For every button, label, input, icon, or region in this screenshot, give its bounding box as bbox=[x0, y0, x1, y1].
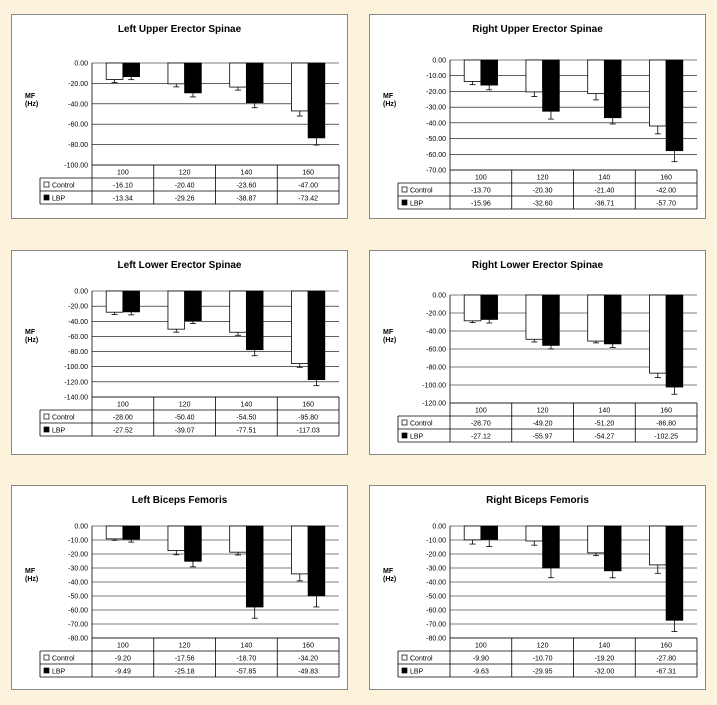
bar-lbp bbox=[308, 291, 325, 380]
y-tick-label: -60.00 bbox=[68, 607, 88, 615]
y-tick-label: -50.00 bbox=[426, 136, 446, 144]
y-axis-title: MF bbox=[383, 329, 394, 336]
y-tick-label: -120.00 bbox=[422, 400, 446, 408]
x-category-label: 120 bbox=[178, 401, 191, 409]
data-label: -9.20 bbox=[114, 655, 131, 663]
bar-lbp bbox=[185, 526, 202, 561]
y-tick-label: -30.00 bbox=[426, 104, 446, 112]
bar-control bbox=[230, 63, 247, 87]
bar-lbp bbox=[666, 526, 683, 620]
bar-control bbox=[588, 60, 605, 94]
data-label: -86.80 bbox=[656, 420, 677, 428]
bar-control bbox=[649, 60, 666, 126]
chart-panel-right-biceps-femoris bbox=[369, 485, 706, 690]
bar-lbp bbox=[604, 295, 621, 344]
y-axis-title: MF bbox=[25, 93, 36, 100]
bar-control bbox=[168, 291, 185, 329]
x-category-label: 140 bbox=[240, 642, 253, 650]
x-category-label: 160 bbox=[660, 174, 672, 182]
legend-swatch-control bbox=[402, 655, 407, 660]
bar-lbp bbox=[308, 63, 325, 138]
legend-label-control: Control bbox=[52, 414, 75, 422]
data-label: -29.26 bbox=[174, 195, 195, 203]
y-axis-unit: (Hz) bbox=[25, 576, 39, 583]
x-category-label: 100 bbox=[117, 169, 129, 177]
chart-svg bbox=[12, 15, 349, 220]
y-axis-title: MF bbox=[25, 329, 36, 336]
y-tick-label: -40.00 bbox=[426, 120, 446, 128]
y-tick-label: -40.00 bbox=[426, 328, 446, 336]
chart-panel-left-lower-erector-spinae bbox=[11, 250, 348, 455]
data-label: -15.96 bbox=[470, 200, 491, 208]
y-tick-label: -20.00 bbox=[426, 310, 446, 318]
bar-lbp bbox=[123, 526, 140, 539]
bar-lbp bbox=[185, 63, 202, 93]
legend-label-control: Control bbox=[52, 655, 75, 663]
y-axis-unit: (Hz) bbox=[383, 576, 397, 583]
bar-control bbox=[464, 295, 481, 321]
bar-lbp bbox=[666, 60, 683, 151]
x-category-label: 140 bbox=[598, 174, 611, 182]
data-label: -67.31 bbox=[656, 668, 677, 676]
data-label: -20.30 bbox=[532, 187, 553, 195]
y-axis-label bbox=[25, 93, 38, 109]
legend-label-lbp: LBP bbox=[52, 427, 66, 435]
x-category-label: 100 bbox=[117, 642, 129, 650]
data-label: -39.07 bbox=[174, 427, 195, 435]
bar-control bbox=[291, 526, 308, 574]
y-tick-label: -60.00 bbox=[426, 151, 446, 159]
bar-control bbox=[106, 63, 123, 79]
data-label: -42.00 bbox=[656, 187, 677, 195]
data-label: -32.60 bbox=[532, 200, 553, 208]
y-tick-label: -20.00 bbox=[68, 80, 88, 88]
data-label: -21.40 bbox=[594, 187, 615, 195]
y-axis-label bbox=[383, 329, 396, 345]
x-category-label: 160 bbox=[660, 407, 672, 415]
bar-control bbox=[168, 526, 185, 551]
legend-label-control: Control bbox=[410, 655, 433, 663]
y-tick-label: -80.00 bbox=[68, 349, 88, 357]
legend-swatch-lbp bbox=[402, 200, 407, 205]
x-category-label: 100 bbox=[475, 174, 487, 182]
data-label: -102.25 bbox=[654, 433, 678, 441]
y-tick-label: -120.00 bbox=[64, 379, 88, 387]
bar-lbp bbox=[123, 291, 140, 312]
bar-control bbox=[588, 295, 605, 341]
y-tick-label: -20.00 bbox=[68, 551, 88, 559]
data-label: -49.83 bbox=[298, 668, 319, 676]
bar-control bbox=[106, 291, 123, 312]
chart-panel-left-biceps-femoris bbox=[11, 485, 348, 690]
data-label: -73.42 bbox=[298, 195, 319, 203]
y-tick-label: -50.00 bbox=[426, 593, 446, 601]
y-axis-label bbox=[383, 568, 396, 584]
chart-title: Left Biceps Femoris bbox=[131, 495, 228, 506]
y-tick-label: -70.00 bbox=[68, 621, 88, 629]
x-category-label: 160 bbox=[302, 642, 314, 650]
legend-swatch-control bbox=[44, 414, 49, 419]
x-category-label: 160 bbox=[660, 642, 672, 650]
y-tick-label: -100.00 bbox=[422, 382, 446, 390]
bar-lbp bbox=[481, 295, 498, 319]
bar-lbp bbox=[308, 526, 325, 596]
legend-label-lbp: LBP bbox=[410, 433, 424, 441]
x-category-label: 120 bbox=[536, 174, 549, 182]
bar-control bbox=[291, 291, 308, 364]
bar-control bbox=[106, 526, 123, 539]
y-tick-label: -30.00 bbox=[426, 565, 446, 573]
chart-title: Left Upper Erector Spinae bbox=[117, 24, 242, 35]
x-category-label: 120 bbox=[178, 169, 191, 177]
bar-control bbox=[464, 526, 481, 540]
chart-svg bbox=[370, 486, 707, 691]
data-label: -9.49 bbox=[114, 668, 131, 676]
chart-svg bbox=[370, 15, 707, 220]
y-tick-label: 0.00 bbox=[74, 288, 88, 296]
y-tick-label: -60.00 bbox=[426, 346, 446, 354]
y-tick-label: -40.00 bbox=[68, 579, 88, 587]
bar-lbp bbox=[246, 291, 263, 350]
bar-lbp bbox=[481, 60, 498, 85]
data-label: -34.20 bbox=[298, 655, 319, 663]
x-category-label: 160 bbox=[302, 169, 314, 177]
data-label: -18.70 bbox=[236, 655, 257, 663]
data-label: -117.03 bbox=[296, 427, 320, 435]
x-category-label: 120 bbox=[178, 642, 191, 650]
y-tick-label: -60.00 bbox=[426, 607, 446, 615]
data-label: -25.18 bbox=[174, 668, 195, 676]
y-axis-unit: (Hz) bbox=[25, 337, 39, 344]
bar-control bbox=[230, 526, 247, 552]
legend-swatch-control bbox=[44, 182, 49, 187]
x-category-label: 140 bbox=[598, 407, 611, 415]
x-category-label: 140 bbox=[598, 642, 611, 650]
y-tick-label: -140.00 bbox=[64, 394, 88, 402]
y-tick-label: -70.00 bbox=[426, 167, 446, 175]
x-category-label: 100 bbox=[117, 401, 129, 409]
y-tick-label: -20.00 bbox=[68, 303, 88, 311]
bar-control bbox=[588, 526, 605, 553]
data-label: -23.60 bbox=[236, 182, 257, 190]
x-category-label: 100 bbox=[475, 407, 487, 415]
y-axis-label bbox=[25, 568, 38, 584]
chart-title: Left Lower Erector Spinae bbox=[117, 260, 242, 271]
y-tick-label: -50.00 bbox=[68, 593, 88, 601]
y-tick-label: -20.00 bbox=[426, 88, 446, 96]
y-tick-label: -40.00 bbox=[68, 318, 88, 326]
data-label: -95.80 bbox=[298, 414, 319, 422]
chart-panel-left-upper-erector-spinae bbox=[11, 14, 348, 219]
x-category-label: 140 bbox=[240, 169, 253, 177]
y-tick-label: -40.00 bbox=[68, 101, 88, 109]
y-axis-label bbox=[383, 93, 396, 109]
y-tick-label: -10.00 bbox=[426, 537, 446, 545]
data-label: -38.87 bbox=[236, 195, 257, 203]
chart-svg bbox=[12, 486, 349, 691]
y-tick-label: -40.00 bbox=[426, 579, 446, 587]
legend-swatch-control bbox=[402, 187, 407, 192]
legend-swatch-control bbox=[402, 420, 407, 425]
legend-swatch-lbp bbox=[44, 427, 49, 432]
y-tick-label: 0.00 bbox=[432, 523, 446, 531]
data-label: -57.85 bbox=[236, 668, 257, 676]
bar-control bbox=[649, 526, 666, 565]
y-tick-label: -70.00 bbox=[426, 621, 446, 629]
y-tick-label: -100.00 bbox=[64, 364, 88, 372]
legend-label-lbp: LBP bbox=[52, 668, 66, 676]
y-tick-label: -100.00 bbox=[64, 162, 88, 170]
data-label: -13.70 bbox=[470, 187, 491, 195]
data-label: -54.27 bbox=[594, 433, 615, 441]
data-label: -28.00 bbox=[112, 414, 133, 422]
y-tick-label: -60.00 bbox=[68, 333, 88, 341]
data-label: -27.12 bbox=[470, 433, 491, 441]
y-tick-label: -80.00 bbox=[426, 635, 446, 643]
y-tick-label: 0.00 bbox=[432, 292, 446, 300]
data-label: -36.71 bbox=[594, 200, 615, 208]
bar-lbp bbox=[666, 295, 683, 387]
data-label: -9.63 bbox=[472, 668, 489, 676]
bar-lbp bbox=[246, 63, 263, 103]
data-label: -27.80 bbox=[656, 655, 677, 663]
x-category-label: 100 bbox=[475, 642, 487, 650]
bar-lbp bbox=[543, 526, 560, 568]
y-tick-label: -20.00 bbox=[426, 551, 446, 559]
bar-lbp bbox=[604, 526, 621, 571]
data-label: -28.70 bbox=[470, 420, 491, 428]
x-category-label: 140 bbox=[240, 401, 253, 409]
y-axis-unit: (Hz) bbox=[383, 337, 397, 344]
legend-label-control: Control bbox=[410, 187, 433, 195]
data-label: -47.00 bbox=[298, 182, 319, 190]
x-category-label: 160 bbox=[302, 401, 314, 409]
legend-label-control: Control bbox=[410, 420, 433, 428]
legend-label-lbp: LBP bbox=[410, 668, 424, 676]
data-label: -49.20 bbox=[532, 420, 553, 428]
legend-label-lbp: LBP bbox=[52, 195, 66, 203]
y-axis-unit: (Hz) bbox=[383, 101, 397, 108]
chart-title: Right Lower Erector Spinae bbox=[471, 260, 604, 271]
data-label: -51.20 bbox=[594, 420, 615, 428]
chart-title: Right Upper Erector Spinae bbox=[472, 24, 603, 35]
legend-label-control: Control bbox=[52, 182, 75, 190]
y-tick-label: -80.00 bbox=[68, 142, 88, 150]
bar-lbp bbox=[123, 63, 140, 77]
data-label: -9.90 bbox=[472, 655, 489, 663]
bar-control bbox=[526, 60, 543, 92]
data-label: -16.10 bbox=[112, 182, 133, 190]
bar-control bbox=[526, 295, 543, 339]
bar-control bbox=[168, 63, 185, 84]
legend-swatch-control bbox=[44, 655, 49, 660]
bar-lbp bbox=[543, 295, 560, 345]
bar-lbp bbox=[246, 526, 263, 607]
y-axis-title: MF bbox=[383, 568, 394, 575]
y-axis-title: MF bbox=[383, 93, 394, 100]
bar-control bbox=[464, 60, 481, 82]
chart-svg bbox=[12, 251, 349, 456]
x-category-label: 120 bbox=[536, 642, 549, 650]
data-label: -10.70 bbox=[532, 655, 553, 663]
y-tick-label: -80.00 bbox=[68, 635, 88, 643]
y-axis-unit: (Hz) bbox=[25, 101, 39, 108]
data-label: -27.52 bbox=[112, 427, 133, 435]
data-label: -55.97 bbox=[532, 433, 553, 441]
data-label: -19.20 bbox=[594, 655, 615, 663]
data-label: -77.51 bbox=[236, 427, 257, 435]
data-label: -50.40 bbox=[174, 414, 195, 422]
bar-control bbox=[526, 526, 543, 541]
y-tick-label: -10.00 bbox=[426, 73, 446, 81]
y-tick-label: -80.00 bbox=[426, 364, 446, 372]
y-axis-title: MF bbox=[25, 568, 36, 575]
data-label: -20.40 bbox=[174, 182, 195, 190]
y-tick-label: 0.00 bbox=[432, 57, 446, 65]
legend-swatch-lbp bbox=[44, 195, 49, 200]
bar-control bbox=[649, 295, 666, 373]
data-label: -57.70 bbox=[656, 200, 677, 208]
y-tick-label: -30.00 bbox=[68, 565, 88, 573]
bar-lbp bbox=[481, 526, 498, 539]
bar-lbp bbox=[185, 291, 202, 321]
y-tick-label: -10.00 bbox=[68, 537, 88, 545]
legend-swatch-lbp bbox=[44, 668, 49, 673]
bar-lbp bbox=[543, 60, 560, 111]
chart-svg bbox=[370, 251, 707, 456]
y-tick-label: 0.00 bbox=[74, 523, 88, 531]
bar-control bbox=[230, 291, 247, 332]
data-label: -29.95 bbox=[532, 668, 553, 676]
legend-swatch-lbp bbox=[402, 433, 407, 438]
chart-panel-right-lower-erector-spinae bbox=[369, 250, 706, 455]
y-tick-label: 0.00 bbox=[74, 60, 88, 68]
y-axis-label bbox=[25, 329, 38, 345]
data-label: -32.00 bbox=[594, 668, 615, 676]
legend-swatch-lbp bbox=[402, 668, 407, 673]
chart-panel-right-upper-erector-spinae bbox=[369, 14, 706, 219]
data-label: -54.50 bbox=[236, 414, 257, 422]
data-label: -13.34 bbox=[112, 195, 133, 203]
y-tick-label: -60.00 bbox=[68, 121, 88, 129]
bar-lbp bbox=[604, 60, 621, 118]
bar-control bbox=[291, 63, 308, 111]
x-category-label: 120 bbox=[536, 407, 549, 415]
chart-title: Right Biceps Femoris bbox=[486, 495, 589, 506]
data-label: -17.56 bbox=[174, 655, 195, 663]
legend-label-lbp: LBP bbox=[410, 200, 424, 208]
